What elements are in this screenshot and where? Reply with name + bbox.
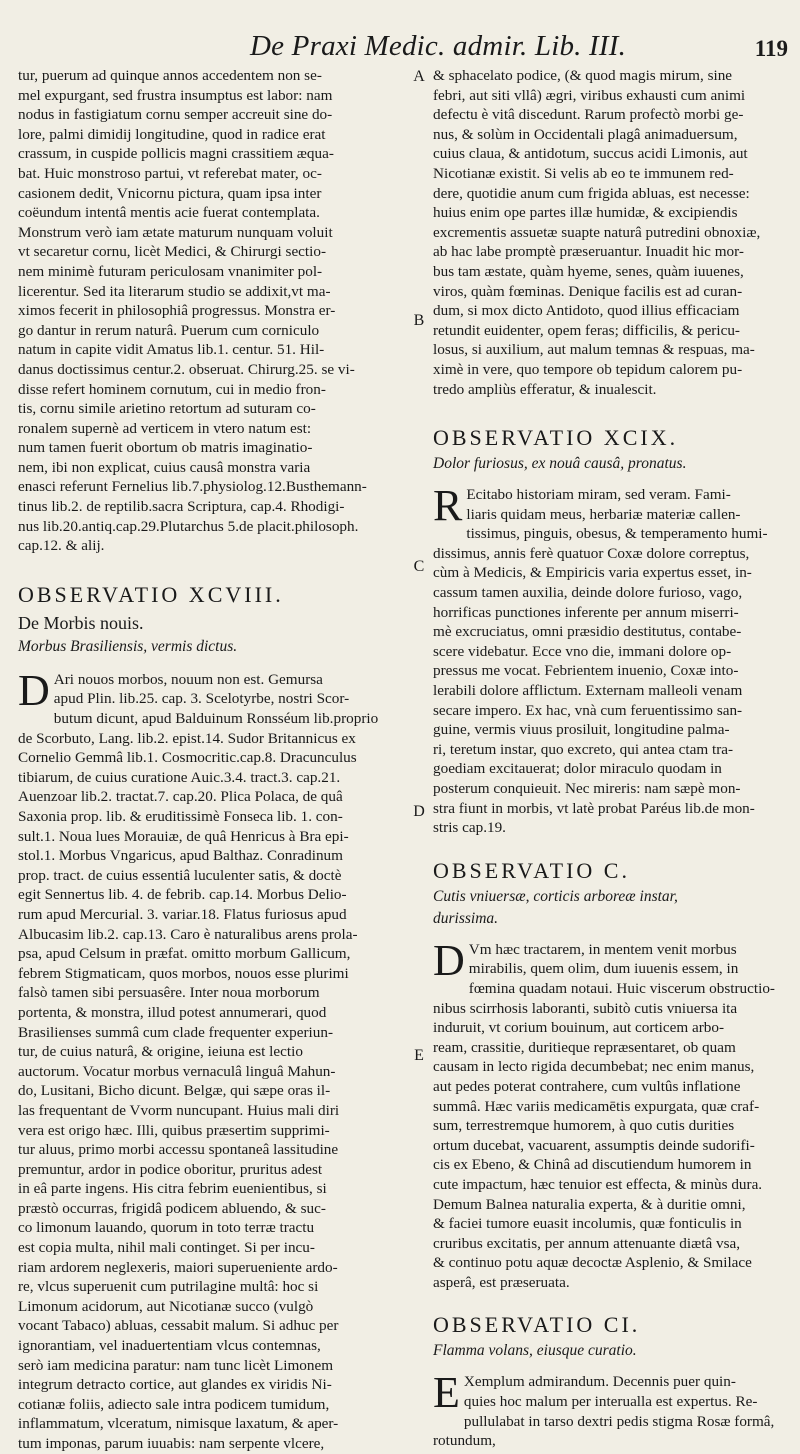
obs98-subtitle: De Morbis nouis. [18, 612, 144, 633]
left-top-line: crassum, in cuspide pollicis magni crassitiem æqua- [18, 145, 334, 163]
obs98-line: tur, de cuius naturâ, & origine, ieiuna est lectio [18, 1043, 303, 1061]
right-top-line: ximè in vere, quo tempore ob tepidum calorem pu- [433, 360, 743, 378]
obs99-line: dissimus, annis ferè quatuor Coxæ dolore correptus, [433, 544, 750, 562]
left-top-line: enasci referunt Fernelius lib.7.physiolog.12.Busthemann- [18, 478, 367, 496]
obs98-line: prop. tract. de cuius essentiâ luculenter satis, & doctè [18, 866, 342, 884]
right-top-line: excrementis assuetæ suapte naturâ putredini obnoxiæ, [433, 223, 761, 241]
right-top-line: dum, si mox dicto Antidoto, quod illius efficaciam [433, 302, 740, 320]
right-top-line: febri, aut siti vllâ) ægri, viribus exhausti cum animi [433, 86, 746, 104]
left-top-line: casionem dedit, Vnicornu pictura, quam ipsa inter [18, 184, 322, 202]
margin-marker-e: E [414, 1047, 424, 1064]
left-top-line: ronalem supernè ad verticem in vtero natum est: [18, 419, 312, 437]
obs98-line: do, Lusitani, Bicho dicunt. Belgæ, qui sæpe oras il- [18, 1082, 331, 1100]
obs100-line: aut pedes poterat contrahere, cum vultûs inflatione [433, 1077, 741, 1095]
obs100-line: induruit, vt corium bouinum, aut corticem arbo- [433, 1019, 725, 1037]
obs100-line: Demum Balnea naturalia experta, & à duritie omni, [433, 1195, 746, 1213]
obs99-line: secare impero. Ex hac, vnà cum feruentissimo san- [433, 701, 743, 719]
obs98-drop-cap: D [18, 665, 50, 715]
obs98-line: ignorantiam, vel inaduertentiam vlcus contemnas, [18, 1337, 321, 1355]
obs99-line: mè excruciatus, omni præsidio destitutus, contabe- [433, 623, 742, 641]
obs101-line: rotundum, [433, 1432, 496, 1450]
left-top-line: cap.12. & alij. [18, 537, 105, 555]
obs98-line: Saxonia prop. lib. & eruditissimè Fonseca lib. 1. con- [18, 808, 343, 825]
obs99-heading: OBSERVATIO XCIX. [433, 425, 679, 451]
margin-marker-b: B [413, 312, 425, 329]
obs100-body [433, 935, 795, 1293]
obs98-line: falsò tamen sibi persuasêre. Inter noua morborum [18, 984, 320, 1002]
obs98-line: tur aluus, primo morbi accessu spontaneâ lassitudine [18, 1141, 339, 1159]
obs100-line: cute impactum, hæc tenuior est effecta, & minùs dura. [433, 1175, 763, 1193]
obs98-line: egit Sennertus lib. 4. de febrib. cap.14. Morbus Delio- [18, 886, 347, 904]
obs100-drop-cap: D [433, 935, 465, 985]
obs101-line: pullulabat in tarso dextri pedis stigma Rosæ formâ, [463, 1412, 775, 1430]
obs98-line: de Scorbuto, Lang. lib.2. epist.14. Sudor Britannicus ex [18, 729, 356, 747]
obs98-line: butum dicunt, apud Balduinum Ronsséum lib.proprio [53, 710, 379, 728]
left-top-line: ximos fecerit in philosophiâ progressus. Monstra er- [18, 302, 336, 320]
obs100-line: & continuo potu aquæ decoctæ Asplenio, & Smilace [433, 1254, 752, 1272]
obs98-line: integrum detracto cortice, aut glandes ex viridis Ni- [18, 1376, 332, 1394]
obs100-heading: OBSERVATIO C. [433, 857, 630, 883]
left-top-line: danus doctissimus centur.2. obseruat. Chirurg.25. se vi- [18, 360, 355, 378]
obs98-line: vocant Tabaco) abluas, cessabit malum. Si adhuc per [18, 1317, 339, 1335]
right-top-line: losus, si auxilium, aut malum temnas & respuas, ma- [433, 341, 755, 359]
obs100-line: asperâ, est præseruata. [433, 1273, 570, 1291]
right-top-line: Nicotianæ existit. Si velis ab eo te immunem red- [433, 164, 734, 182]
obs98-line: Cornelio Gemmâ lib.1. Cosmocritic.cap.8. Dracunculus [18, 749, 357, 767]
left-top-line: natum in capite vidit Amatus lib.1. centur. 51. Hil- [18, 341, 325, 359]
obs101-heading: OBSERVATIO CI. [433, 1312, 641, 1338]
obs98-subtitle2: Morbus Brasiliensis, vermis dictus. [18, 637, 238, 655]
obs99-line: scere videbatur. Ecce vno die, immani dolore op- [433, 642, 732, 660]
obs98-line: Limonum acidorum, aut Nicotianæ succo (vulgò [18, 1297, 314, 1315]
margin-marker-d: D [413, 803, 425, 820]
left-top-line: tur, puerum ad quinque annos accedentem non se- [18, 67, 322, 84]
obs99-line: stra fiunt in morbis, vt latè probat Paréus lib.de mon- [433, 799, 755, 817]
right-column [433, 66, 795, 1451]
obs98-line: auctorum. Vocatur morbus vernaculâ linguâ Mahun- [18, 1062, 336, 1080]
right-top-line: cuius claua, & antidotum, succus acidi Limonis, aut [433, 145, 748, 163]
right-top-line: & sphacelato podice, (& quod magis mirum, sine [433, 67, 733, 84]
obs98-line: apud Plin. lib.25. cap. 3. Scelotyrbe, nostri Scor- [53, 690, 350, 708]
obs99-body [433, 481, 795, 838]
obs98-line: riam ardorem neglexeris, maiori superueniente ardo- [18, 1258, 338, 1276]
left-top-paragraph [18, 66, 388, 556]
obs100-line: summâ. Hæc variis medicamētis expurgata, quæ craf- [433, 1097, 760, 1115]
right-top-line: viros, quàm fœminas. Denique facilis est ad curan- [433, 282, 743, 300]
obs100-subtitle2: durissima. [433, 909, 499, 927]
obs99-line: cassum tamen auxilia, deinde dolore furioso, vago, [433, 584, 743, 602]
obs100-line: Vm hæc tractarem, in mentem venit morbus [468, 940, 737, 958]
left-top-line: licerentur. Sed ita literarum studio se addixit,vt ma- [18, 282, 331, 300]
obs99-line: Ecitabo historiam miram, sed veram. Fami- [466, 486, 731, 504]
left-top-line: lore, palmi dimidij longitudine, quod in radice erat [18, 125, 326, 143]
obs101-drop-cap: E [433, 1368, 460, 1418]
obs98-line: rum apud Mercurial. 3. variar.18. Flatus furiosus apud [18, 905, 347, 923]
obs100-line: ortum ducebat, vacuarent, assumptis deinde sudorifi- [433, 1136, 755, 1154]
obs98-line: serò iam medicina paratur: nam tunc licèt Limonem [18, 1356, 334, 1374]
obs98-body [18, 665, 388, 1454]
obs101-line: quies hoc malum per interualla est expertus. Re- [463, 1393, 758, 1411]
left-top-line: num tamen fuerit obortum ob matris imaginatio- [18, 439, 313, 457]
margin-marker-a: A [413, 68, 425, 85]
obs99-subtitle: Dolor furiosus, ex nouâ causâ, pronatus. [433, 455, 687, 473]
obs98-line: febrem Stigmaticam, quos morbos, nouos esse plurimi [18, 964, 349, 982]
margin-marker-c: C [413, 558, 425, 575]
left-top-line: vt secaretur cornu, licèt Medici, & Chirurgi sectio- [18, 243, 327, 261]
obs100-line: causam in lecto rigida decumbebat; nec enim manus, [433, 1058, 755, 1076]
obs99-line: tissimus, pinguis, obesus, & temperamento humi- [466, 525, 768, 543]
obs100-subtitle: Cutis vniuersæ, corticis arboreæ instar, [433, 887, 678, 905]
left-top-line: disse refert hominem cornutum, cui in medio fron- [18, 380, 326, 398]
obs98-line: vera est origo hæc. Illi, quibus præsertim supprimi- [18, 1121, 330, 1139]
obs99-line: cùm à Medicis, & Empiricis varia expertus esset, in- [433, 564, 752, 582]
running-title: De Praxi Medic. admir. Lib. III. [250, 30, 627, 62]
obs98-heading: OBSERVATIO XCVIII. [18, 581, 284, 607]
left-top-line: mel expurgant, sed frustra insumptus est labor: nam [18, 86, 333, 104]
right-top-line: huius enim ope partes illæ humidæ, & excipiendis [433, 204, 738, 222]
right-top-line: nus, & solùm in Occidentali plagâ animaduersum, [433, 125, 738, 143]
right-top-line: retundit euidenter, opem feras; difficilis, & pericu- [433, 321, 740, 339]
left-top-line: bat. Huic monstroso partui, vt referebat mater, oc- [18, 164, 322, 182]
obs99-line: pressus me vocat. Febrientem inuenio, Coxæ into- [433, 662, 739, 680]
obs98-line: re, vlcus superuenit cum putrilagine multâ: hoc si [18, 1278, 319, 1296]
obs99-line: goediam excitauerat; dolor miraculo quodam in [433, 760, 722, 778]
right-top-paragraph [433, 66, 795, 399]
obs100-line: fœmina quadam notaui. Huic viscerum obstructio- [468, 979, 775, 997]
obs98-line: in eâ parte ingens. His citra febrim euenientibus, si [18, 1180, 327, 1198]
right-top-line: tredo ampliùs efferatur, & inualescit. [433, 380, 657, 398]
obs99-drop-cap: R [433, 481, 463, 531]
left-top-line: Monstrum verò iam ætate maturum nunquam voluit [18, 223, 333, 241]
obs100-line: mirabilis, quem olim, dum iuuenis essem, in [468, 960, 739, 978]
obs101-line: Xemplum admirandum. Decennis puer quin- [463, 1373, 736, 1391]
left-top-line: nus lib.20.antiq.cap.29.Plutarchus 5.de placit.philosoph. [18, 517, 359, 535]
obs98-line: sult.1. Noua lues Morauiæ, de quâ Henricus à Bra epi- [18, 827, 349, 845]
left-top-line: nem, ibi non explicat, cuius causâ monstra varia [18, 458, 311, 476]
obs99-line: posterum conquieuit. Nec mireris: nam sæpè mon- [433, 780, 741, 797]
obs98-line: inflammatum, vlceratum, nimisque laxatum, & aper- [18, 1415, 339, 1433]
obs100-line: cruribus excitatis, per annum attenuante diætâ vsa, [433, 1234, 741, 1252]
obs98-line: Brasilienses summâ cum clade frequenter experiun- [18, 1023, 334, 1041]
obs98-line: est copia multa, nihil mali continget. Si per incu- [18, 1239, 315, 1257]
obs98-line: stol.1. Morbus Vngaricus, apud Balthaz. Conradinum [18, 847, 343, 865]
obs100-line: & faciei tumore euasit incolumis, quæ fonticulis in [433, 1215, 742, 1233]
obs100-line: ream, crassitie, duritieque repræsentaret, ob quam [433, 1038, 736, 1056]
obs100-line: nibus scirrhosis laboranti, subitò cutis vniuersa ita [433, 999, 738, 1017]
left-column [18, 66, 388, 1454]
obs99-line: horrificas punctiones inferente per annum miserri- [433, 603, 739, 621]
page-number: 119 [754, 36, 788, 61]
obs101-subtitle: Flamma volans, eiusque curatio. [433, 1342, 637, 1360]
right-top-line: dere, quotidie anum cum frigida abluas, est necesse: [433, 184, 750, 202]
obs98-line: Ari nouos morbos, nouum non est. Gemursa [53, 670, 323, 688]
obs98-line: las frequentant de Vvorm nuncupant. Huius mali diri [18, 1101, 340, 1119]
left-top-line: coëundum intentâ mentis acie fuerat contemplata. [18, 204, 320, 222]
left-top-line: go dantur in rerum naturâ. Puerum cum corniculo [18, 321, 320, 339]
obs100-line: sum, terrestremque humorem, à quo cutis durities [433, 1117, 735, 1135]
obs98-line: psa, apud Celsum in præfat. omitto morbum Gallicum, [18, 945, 351, 963]
obs100-line: cis ex Ebeno, & Chinâ ad discutiendum humorem in [433, 1156, 752, 1174]
obs98-line: portenta, & monstra, illud potest annumerari, quod [18, 1003, 327, 1021]
right-top-line: bus tam æstate, quàm hyeme, senes, quàm iuuenes, [433, 262, 744, 280]
left-top-line: nem minimè futuram periculosam vnanimiter pol- [18, 262, 323, 280]
obs101-body [433, 1368, 795, 1450]
obs98-line: Albucasim lib.2. cap.13. Caro è naturalibus arens prola- [18, 925, 358, 943]
obs98-line: præstò occurras, frigidâ podicem abluendo, & suc- [18, 1199, 326, 1217]
obs98-line: premuntur, ardor in podice oboritur, pruritus adest [18, 1160, 323, 1178]
obs98-line: Auenzoar lib.2. tractat.7. cap.20. Plica Polaca, de quâ [18, 788, 343, 806]
obs99-line: guine, vermis viuus prosiluit, longitudine palma- [433, 721, 730, 739]
right-top-line: ab hac labe promptè præseruantur. Inuadit hic mor- [433, 243, 744, 261]
obs99-line: liaris quidam meus, herbariæ materiæ callen- [466, 505, 741, 523]
obs98-line: tum imponas, parum iuuabis: nam serpente vlcere, [18, 1435, 325, 1452]
obs99-line: lerabili dolore afflictum. Externam malleoli venam [433, 682, 743, 700]
obs99-line: stris cap.19. [433, 819, 506, 837]
left-top-line: tis, cornu simile arietino retortum ad suturam co- [18, 400, 316, 418]
obs99-line: ri, teretum instar, quo excreto, qui antea ctam tra- [433, 740, 734, 758]
obs98-line: co limonum lauando, quorum in toto terræ tractu [18, 1219, 315, 1237]
right-top-line: defectu è vitâ discedunt. Rarum profectò morbi ge- [433, 106, 744, 124]
left-top-line: tinus lib.2. de reptilib.sacra Scriptura, cap.4. Rhodigi- [18, 498, 345, 516]
obs98-line: cotianæ foliis, adiecto sale intra podicem tumidum, [18, 1395, 330, 1413]
obs98-line: tibiarum, de cuius curatione Auic.3.4. tract.3. cap.21. [18, 768, 341, 786]
left-top-line: nodus in fastigiatum cornu semper accreuit sine do- [18, 106, 333, 124]
running-head [0, 28, 800, 70]
